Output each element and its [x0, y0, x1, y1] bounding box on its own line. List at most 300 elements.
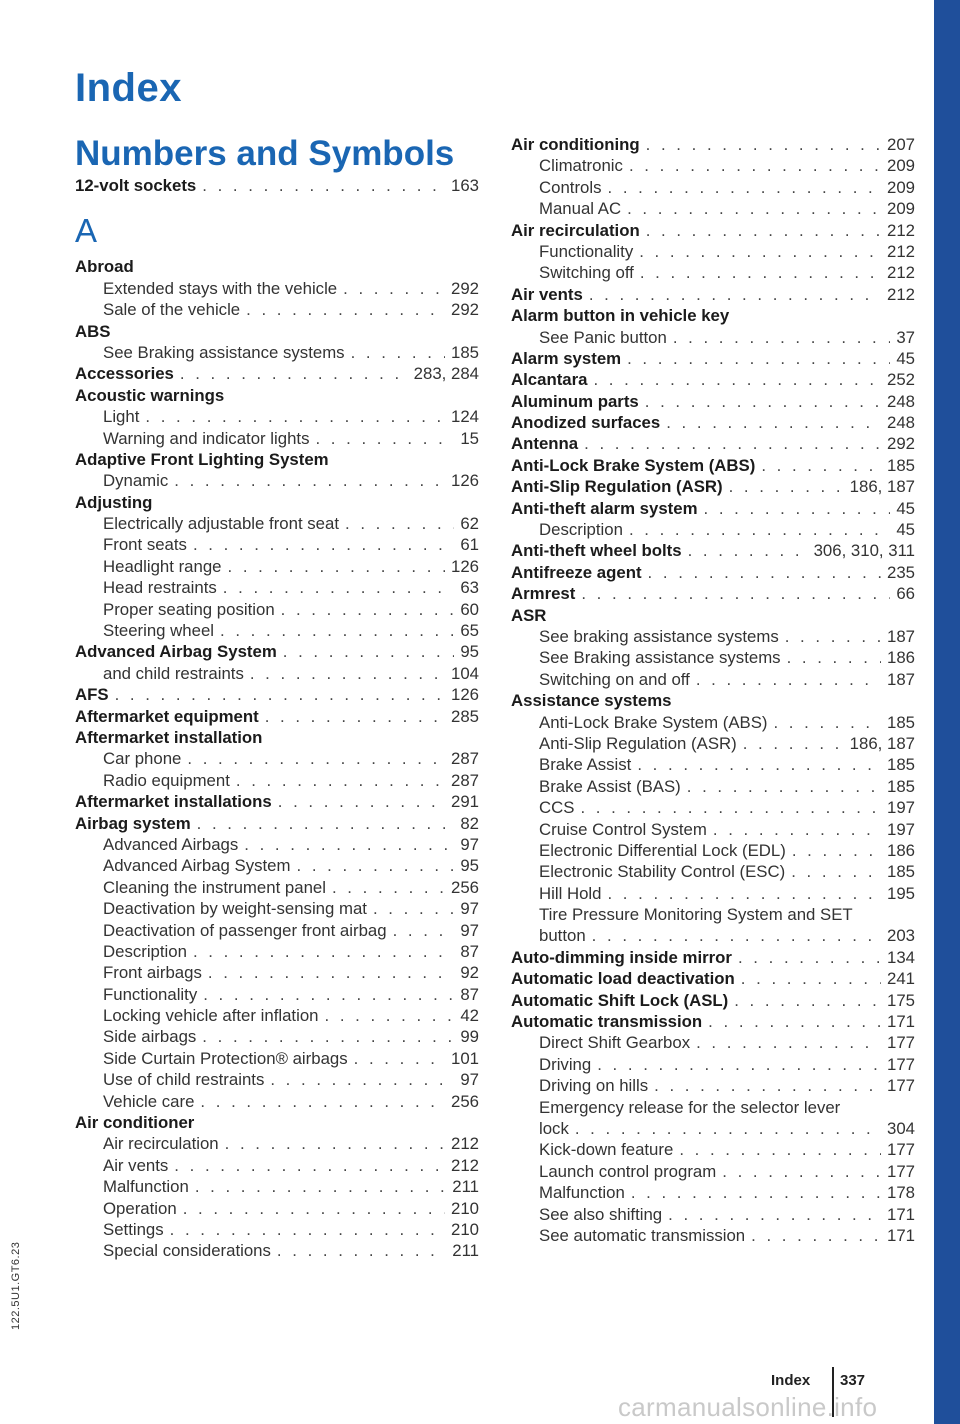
entry-page-number: 235 [887, 562, 915, 582]
index-entry[interactable] [511, 990, 915, 1011]
index-entry[interactable] [511, 540, 915, 561]
index-subentry[interactable] [511, 840, 915, 861]
entry-page-number: 285 [451, 706, 479, 726]
entry-label: Advanced Airbags [103, 834, 239, 854]
entry-page-number: 241 [887, 969, 915, 989]
index-subentry[interactable] [75, 941, 479, 962]
entry-page-number: 210 [451, 1219, 479, 1239]
entry-label: Alarm button in vehicle key [511, 306, 730, 326]
dot-leader [607, 883, 881, 904]
entry-label: Accessories [75, 364, 174, 384]
index-subentry[interactable] [511, 519, 915, 540]
entry-label: Side airbags [103, 1027, 197, 1047]
index-subentry[interactable] [511, 327, 915, 348]
dot-leader [354, 1048, 445, 1069]
entry-page-number: 171 [887, 1225, 915, 1245]
index-subentry[interactable] [75, 1026, 479, 1047]
dot-leader [351, 342, 445, 363]
index-entry[interactable] [511, 690, 915, 711]
index-entry[interactable] [511, 455, 915, 476]
dot-leader [593, 369, 881, 390]
index-subentry[interactable] [511, 1075, 915, 1096]
dot-leader [648, 562, 881, 583]
index-subentry[interactable] [511, 262, 915, 283]
side-tab-bar [934, 0, 960, 1424]
entry-label: Side Curtain Protection® airbags [103, 1048, 348, 1068]
entry-page-number: 177 [887, 1033, 915, 1053]
index-subentry[interactable] [75, 748, 479, 769]
index-entry[interactable] [75, 813, 479, 834]
entry-label: Aftermarket installations [75, 792, 272, 812]
index-entry[interactable] [511, 220, 915, 241]
section-heading: Numbers and Symbols [75, 134, 455, 173]
dot-leader [637, 754, 881, 775]
entry-page-number: 42 [460, 1006, 479, 1026]
entry-page-number: 186, 187 [849, 477, 915, 497]
entry-page-number: 97 [460, 899, 479, 919]
index-entry[interactable] [511, 968, 915, 989]
entry-label: Kick-down feature [539, 1140, 674, 1160]
entry-page-number: 210 [451, 1198, 479, 1218]
dot-leader [225, 1133, 445, 1154]
index-entry[interactable] [511, 284, 915, 305]
index-subentry[interactable] [511, 712, 915, 733]
entry-label: See Braking assistance systems [539, 648, 781, 668]
entry-page-number: 212 [887, 284, 915, 304]
index-entry[interactable] [75, 727, 479, 748]
entry-label: Front airbags [103, 963, 202, 983]
entry-page-number: 61 [460, 535, 479, 555]
entry-page-number: 283, 284 [413, 364, 479, 384]
index-subentry[interactable] [75, 834, 479, 855]
entry-label: Car phone [103, 749, 182, 769]
index-entry[interactable] [75, 791, 479, 812]
index-subentry[interactable] [511, 1225, 915, 1246]
index-subentry[interactable] [75, 1133, 479, 1154]
entry-page-number: 124 [451, 407, 479, 427]
index-entry[interactable] [75, 1112, 479, 1133]
entry-label: Airbag system [75, 813, 191, 833]
index-entry[interactable] [75, 492, 479, 513]
dot-leader [202, 175, 445, 196]
dot-leader [627, 348, 890, 369]
dot-leader [170, 1219, 445, 1240]
entry-label: Deactivation by weight-sensing mat [103, 899, 367, 919]
dot-leader [208, 962, 454, 983]
entry-label: Deactivation of passenger front airbag [103, 920, 387, 940]
dot-leader [180, 363, 408, 384]
index-subentry[interactable] [75, 1048, 479, 1069]
entry-label: See automatic transmission [539, 1225, 746, 1245]
dot-leader [666, 412, 881, 433]
dot-leader [223, 577, 455, 598]
index-entry[interactable] [75, 256, 479, 277]
dot-leader [393, 920, 455, 941]
index-subentry[interactable] [75, 1069, 479, 1090]
entry-label: Armrest [511, 584, 576, 604]
index-subentry[interactable] [75, 342, 479, 363]
index-subentry[interactable] [511, 647, 915, 668]
index-entry[interactable] [511, 583, 915, 604]
dot-leader [297, 855, 455, 876]
index-entry[interactable] [511, 348, 915, 369]
entry-page-number: 207 [887, 135, 915, 154]
entry-page-number: 126 [451, 471, 479, 491]
entry-label: CCS [539, 798, 575, 818]
entry-page-number: 45 [896, 348, 915, 368]
entry-label: Locking vehicle after inflation [103, 1006, 319, 1026]
entry-label: Anti-Slip Regulation (ASR) [539, 733, 737, 753]
entry-page-number: 304 [887, 1118, 915, 1138]
index-subentry[interactable] [75, 1091, 479, 1112]
dot-leader [713, 819, 881, 840]
index-subentry[interactable] [75, 1219, 479, 1240]
index-subentry[interactable] [75, 1176, 479, 1197]
entry-label: Antenna [511, 434, 579, 454]
dot-leader [332, 877, 445, 898]
index-entry[interactable] [511, 476, 915, 497]
index-subentry[interactable] [75, 406, 479, 427]
entry-label: Use of child restraints [103, 1070, 265, 1090]
index-subentry[interactable] [511, 1118, 915, 1139]
entry-label: Automatic Shift Lock (ASL) [511, 990, 729, 1010]
entry-page-number: 82 [460, 813, 479, 833]
entry-label: Electrically adjustable front seat [103, 514, 339, 534]
entry-page-number: 185 [887, 455, 915, 475]
index-entry[interactable] [511, 134, 915, 155]
footer-page-number: 337 [840, 1372, 866, 1389]
entry-label: lock [539, 1118, 569, 1138]
dot-leader [646, 134, 881, 155]
entry-label: Operation [103, 1198, 177, 1218]
dot-leader [270, 1069, 454, 1090]
index-subentry[interactable] [75, 470, 479, 491]
index-subentry[interactable] [511, 1204, 915, 1225]
entry-label: Air conditioning [511, 135, 640, 154]
entry-label: Emergency release for the selector lever [539, 1097, 841, 1117]
dot-leader [278, 791, 445, 812]
dot-leader [174, 470, 445, 491]
entry-page-number: 171 [887, 1012, 915, 1032]
index-column-right [511, 134, 915, 1246]
dot-leader [597, 1054, 881, 1075]
entry-page-number: 287 [451, 749, 479, 769]
entry-page-number: 177 [887, 1076, 915, 1096]
index-subentry[interactable] [511, 1097, 915, 1118]
index-subentry[interactable] [511, 1032, 915, 1053]
entry-page-number: 87 [460, 984, 479, 1004]
dot-leader [687, 776, 881, 797]
index-subentry[interactable] [511, 925, 915, 946]
entry-label: Functionality [539, 241, 634, 261]
dot-leader [373, 898, 454, 919]
entry-page-number: 292 [451, 300, 479, 320]
entry-label: Functionality [103, 984, 198, 1004]
dot-leader [281, 599, 455, 620]
entry-label: Front seats [103, 535, 187, 555]
index-subentry[interactable] [75, 984, 479, 1005]
dot-leader [115, 684, 445, 705]
index-subentry[interactable] [75, 599, 479, 620]
index-subentry[interactable] [511, 797, 915, 818]
index-entry[interactable] [75, 175, 479, 196]
entry-label: Air recirculation [511, 220, 640, 240]
entry-label: Switching off [539, 263, 634, 283]
entry-label: Extended stays with the vehicle [103, 278, 338, 298]
dot-leader [265, 706, 445, 727]
entry-label: Antifreeze agent [511, 562, 642, 582]
entry-label: Adaptive Front Lighting System [75, 449, 329, 469]
entry-page-number: 97 [460, 920, 479, 940]
index-entry[interactable] [511, 369, 915, 390]
dot-leader [629, 519, 890, 540]
entry-page-number: 63 [460, 578, 479, 598]
dot-leader [673, 327, 891, 348]
dot-leader [631, 1182, 881, 1203]
entry-label: ASR [511, 605, 547, 625]
entry-label: 12-volt sockets [75, 176, 197, 195]
watermark: carmanualsonline.info [618, 1392, 878, 1422]
dot-leader [203, 984, 454, 1005]
entry-page-number: 126 [451, 685, 479, 705]
dot-leader [639, 241, 881, 262]
entry-page-number: 291 [451, 792, 479, 812]
index-subentry[interactable] [511, 904, 915, 925]
index-subentry[interactable] [75, 1198, 479, 1219]
dot-leader [343, 278, 445, 299]
index-entry[interactable] [75, 684, 479, 705]
entry-label: Advanced Airbag System [103, 856, 291, 876]
index-entry[interactable] [511, 947, 915, 968]
index-subentry[interactable] [75, 770, 479, 791]
index-subentry[interactable] [511, 626, 915, 647]
index-subentry[interactable] [511, 1161, 915, 1182]
entry-page-number: 209 [887, 177, 915, 197]
index-subentry[interactable] [75, 428, 479, 449]
dot-leader [250, 663, 445, 684]
entry-page-number: 197 [887, 798, 915, 818]
dot-leader [244, 834, 454, 855]
entry-page-number: 185 [887, 712, 915, 732]
index-subentry[interactable] [511, 198, 915, 219]
entry-page-number: 104 [451, 663, 479, 683]
entry-page-number: 209 [887, 156, 915, 176]
index-entry[interactable] [75, 449, 479, 470]
entry-label: Warning and indicator lights [103, 428, 310, 448]
dot-leader [704, 498, 891, 519]
entry-page-number: 212 [451, 1155, 479, 1175]
entry-label: button [539, 926, 586, 946]
entry-page-number: 292 [887, 434, 915, 454]
entry-label: and child restraints [103, 663, 244, 683]
dot-leader [654, 1075, 881, 1096]
dot-leader [646, 220, 881, 241]
index-entry[interactable] [511, 562, 915, 583]
index-entry[interactable] [75, 706, 479, 727]
entry-page-number: 195 [887, 883, 915, 903]
dot-leader [283, 641, 455, 662]
entry-page-number: 175 [887, 990, 915, 1010]
dot-leader [792, 840, 881, 861]
entry-page-number: 87 [460, 941, 479, 961]
dot-leader [761, 455, 881, 476]
entry-label: Anodized surfaces [511, 413, 661, 433]
entry-label: Anti-theft alarm system [511, 498, 698, 518]
entry-page-number: 97 [460, 834, 479, 854]
entry-label: Dynamic [103, 471, 169, 491]
entry-page-number: 185 [451, 342, 479, 362]
entry-page-number: 178 [887, 1183, 915, 1203]
index-entry[interactable] [75, 321, 479, 342]
entry-label: Air recirculation [103, 1134, 219, 1154]
dot-leader [580, 797, 881, 818]
entry-page-number: 134 [887, 947, 915, 967]
index-subentry[interactable] [75, 663, 479, 684]
index-entry[interactable] [75, 385, 479, 406]
dot-leader [197, 813, 455, 834]
entry-page-number: 211 [452, 1241, 479, 1261]
entry-label: Aluminum parts [511, 391, 639, 411]
index-subentry[interactable] [511, 1139, 915, 1160]
index-entry[interactable] [75, 641, 479, 662]
index-entry[interactable] [511, 498, 915, 519]
dot-leader [345, 513, 454, 534]
entry-label: Adjusting [75, 492, 153, 512]
entry-label: Anti-Lock Brake System (ABS) [539, 712, 768, 732]
dot-leader [195, 1176, 446, 1197]
index-entry[interactable] [511, 1011, 915, 1032]
index-subentry[interactable] [511, 883, 915, 904]
index-subentry[interactable] [75, 513, 479, 534]
entry-page-number: 203 [887, 926, 915, 946]
entry-label: Malfunction [539, 1183, 625, 1203]
entry-page-number: 171 [887, 1204, 915, 1224]
index-entry[interactable] [511, 391, 915, 412]
index-subentry[interactable] [75, 877, 479, 898]
index-subentry[interactable] [511, 241, 915, 262]
entry-page-number: 212 [887, 263, 915, 283]
index-subentry[interactable] [75, 278, 479, 299]
dot-leader [193, 534, 454, 555]
dot-leader [729, 476, 844, 497]
index-subentry[interactable] [75, 577, 479, 598]
entry-page-number: 256 [451, 1091, 479, 1111]
index-subentry[interactable] [511, 1182, 915, 1203]
entry-page-number: 66 [896, 584, 915, 604]
index-subentry[interactable] [75, 920, 479, 941]
dot-leader [575, 1118, 881, 1139]
index-subentry[interactable] [75, 534, 479, 555]
dot-leader [688, 540, 808, 561]
dot-leader [696, 1032, 881, 1053]
entry-page-number: 177 [887, 1054, 915, 1074]
entry-label: Assistance systems [511, 691, 672, 711]
entry-page-number: 95 [460, 856, 479, 876]
entry-label: AFS [75, 685, 109, 705]
index-entry[interactable] [511, 305, 915, 326]
entry-label: Launch control program [539, 1161, 717, 1181]
entry-page-number: 62 [460, 514, 479, 534]
index-subentry[interactable] [511, 733, 915, 754]
index-subentry[interactable] [75, 962, 479, 983]
index-subentry[interactable] [511, 155, 915, 176]
dot-leader [584, 433, 881, 454]
entry-page-number: 211 [452, 1177, 479, 1197]
index-subentry[interactable] [75, 1005, 479, 1026]
dot-leader [220, 620, 454, 641]
entry-label: Driving [539, 1054, 592, 1074]
entry-page-number: 177 [887, 1161, 915, 1181]
entry-page-number: 197 [887, 819, 915, 839]
dot-leader [246, 299, 445, 320]
entry-page-number: 212 [887, 220, 915, 240]
dot-leader [187, 748, 445, 769]
entry-page-number: 45 [896, 498, 915, 518]
entry-label: Climatronic [539, 156, 623, 176]
index-subentry[interactable] [511, 177, 915, 198]
dot-leader [734, 990, 881, 1011]
index-entry[interactable] [75, 363, 479, 384]
index-subentry[interactable] [75, 898, 479, 919]
index-subentry[interactable] [511, 776, 915, 797]
entry-label: Electronic Stability Control (ESC) [539, 862, 786, 882]
entry-label: Advanced Airbag System [75, 642, 277, 662]
entry-label: Air vents [103, 1155, 169, 1175]
dot-leader [696, 669, 881, 690]
entry-page-number: 97 [460, 1070, 479, 1090]
entry-label: Headlight range [103, 556, 222, 576]
index-subentry[interactable] [511, 861, 915, 882]
index-subentry[interactable] [511, 754, 915, 775]
dot-leader [228, 556, 446, 577]
index-subentry[interactable] [75, 855, 479, 876]
dot-leader [743, 733, 844, 754]
entry-page-number: 212 [887, 241, 915, 261]
entry-label: Light [103, 407, 140, 427]
entry-label: Auto-dimming inside mirror [511, 947, 732, 967]
index-subentry[interactable] [75, 556, 479, 577]
footer-section-label: Index [771, 1372, 811, 1389]
entry-page-number: 187 [887, 669, 915, 689]
entry-page-number: 186, 187 [849, 733, 915, 753]
dot-leader [627, 198, 881, 219]
entry-label: ABS [75, 321, 111, 341]
index-subentry[interactable] [75, 1155, 479, 1176]
index-subentry[interactable] [511, 1054, 915, 1075]
dot-leader [668, 1204, 881, 1225]
index-entry[interactable] [511, 412, 915, 433]
entry-page-number: 163 [451, 176, 479, 195]
index-entry[interactable] [511, 433, 915, 454]
entry-label: Direct Shift Gearbox [539, 1033, 691, 1053]
entry-label: Anti-theft wheel bolts [511, 541, 682, 561]
entry-page-number: 37 [896, 327, 915, 347]
index-subentry[interactable] [511, 819, 915, 840]
entry-page-number: 185 [887, 755, 915, 775]
dot-leader [708, 1011, 881, 1032]
entry-page-number: 186 [887, 648, 915, 668]
index-subentry[interactable] [75, 299, 479, 320]
index-subentry[interactable] [75, 620, 479, 641]
entry-label: Alcantara [511, 370, 588, 390]
dot-leader [640, 262, 881, 283]
index-subentry[interactable] [75, 1240, 479, 1261]
dot-leader [202, 1026, 454, 1047]
index-subentry[interactable] [511, 669, 915, 690]
dot-leader [751, 1225, 881, 1246]
entry-label: Malfunction [103, 1177, 189, 1197]
index-entry[interactable] [511, 605, 915, 626]
